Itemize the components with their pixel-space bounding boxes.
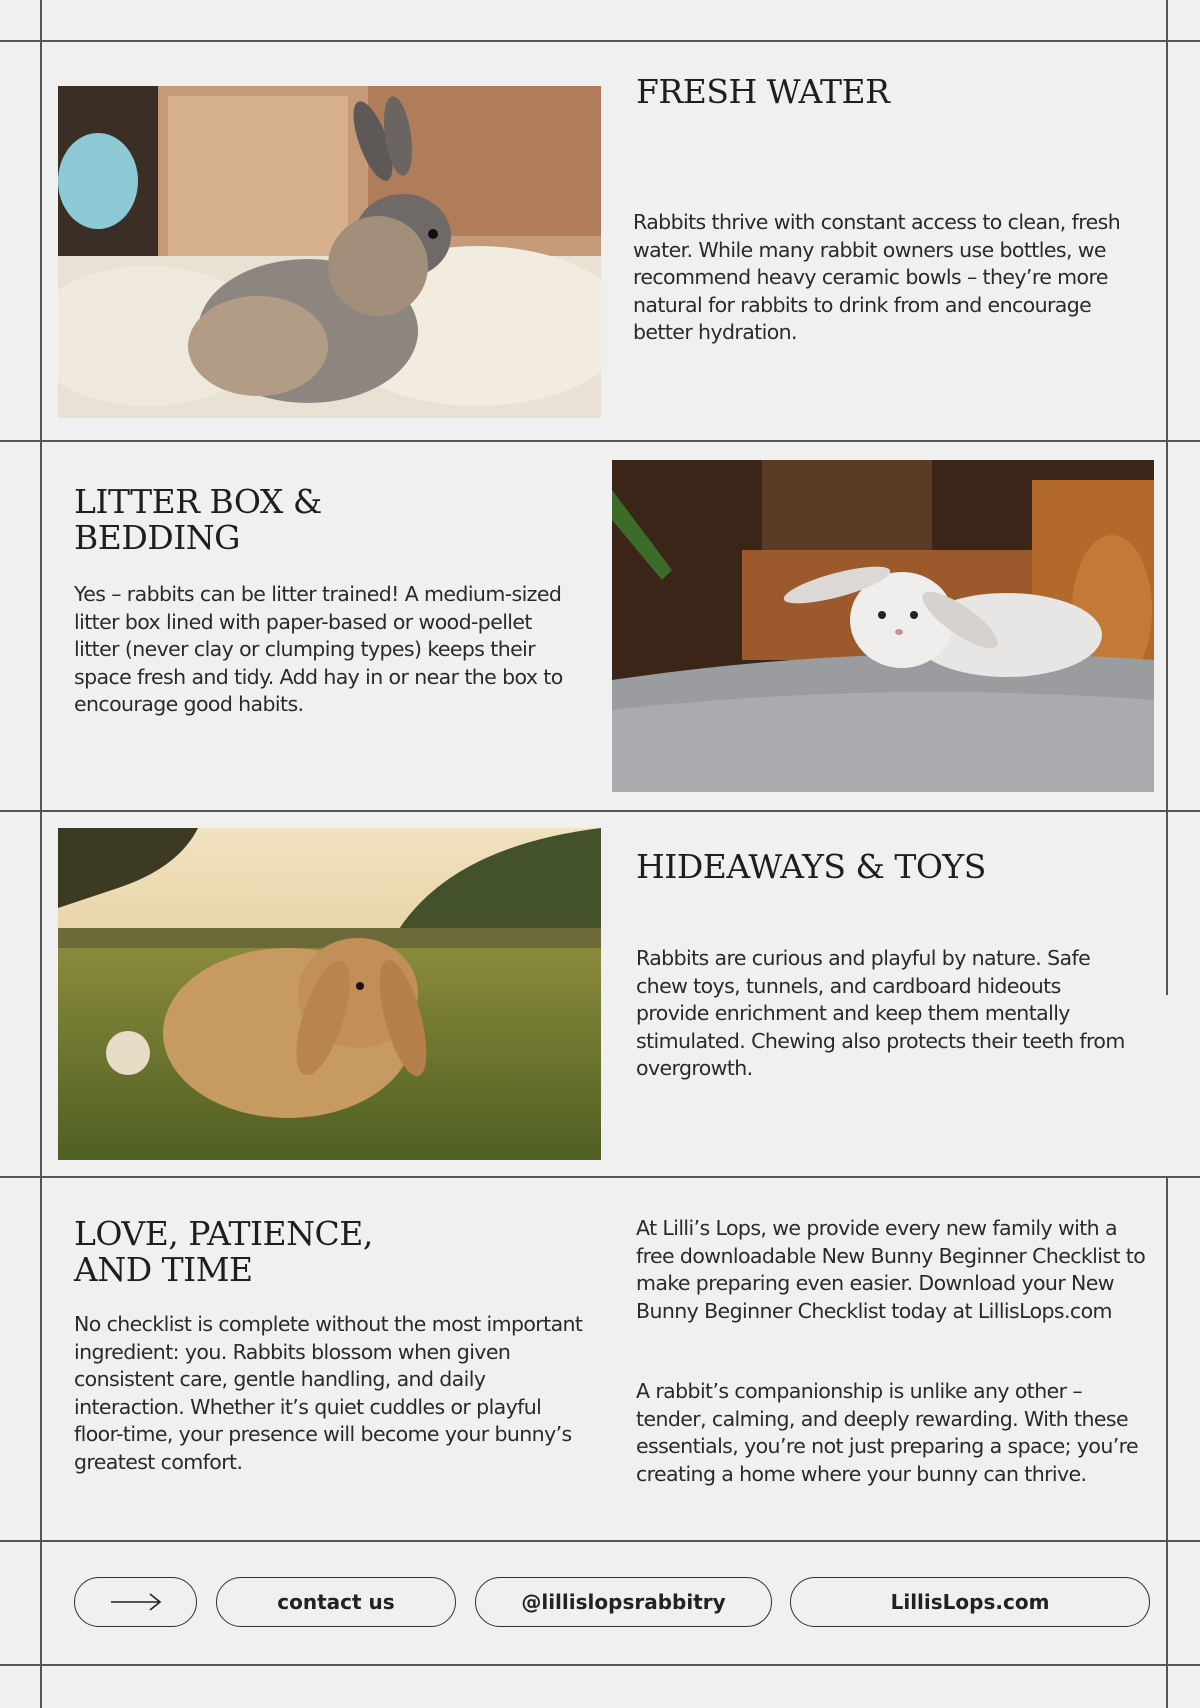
section-body-hideaways: Rabbits are curious and playful by nature. Safe chew toys, tunnels, and cardboard hideouts provide enrichment and keep them mentally stimulated. Chewing also protects their teeth from overgrowth. — [636, 946, 1125, 1080]
white-bunny-on-cushion-photo — [612, 460, 1154, 792]
divider-line — [0, 40, 1200, 42]
closing-paragraph-checklist: At Lilli’s Lops, we provide every new family with a free downloadable New Bunny Beginner Checklist to make preparing even easier. Download your New Bunny Beginner Checklist today at LillisLops.com — [636, 1216, 1146, 1323]
section-body-litter-box: Yes – rabbits can be litter trained! A medium-sized litter box lined with paper-based or wood-pellet litter (never clay or clumping types) keeps their space fresh and tidy. Add hay in or near the box to encourage good habits. — [74, 582, 563, 716]
title-line: AND TIME — [74, 1250, 253, 1289]
divider-line — [0, 810, 1200, 812]
divider-line — [40, 0, 42, 1708]
section-title-litter-box — [74, 484, 322, 556]
title-line: LOVE, PATIENCE, — [74, 1214, 373, 1253]
section-body-love: No checklist is complete without the most important ingredient: you. Rabbits blossom when given consistent care, gentle handling, and daily interaction. Whether it’s quiet cuddles or playful floor-time, your presence will become your bunny’s greatest comfort. — [74, 1312, 583, 1474]
arrow-button[interactable] — [74, 1577, 197, 1627]
section-body-fresh-water: Rabbits thrive with constant access to clean, fresh water. While many rabbit owners use bottles, we recommend heavy ceramic bowls – they’re more natural for rabbits to drink from and encourage better hydration. — [633, 210, 1121, 344]
divider-line — [0, 1664, 1200, 1666]
divider-line — [1166, 0, 1168, 995]
section-title-hideaways: HIDEAWAYS & TOYS — [636, 847, 986, 886]
bunny-on-blanket-photo — [58, 86, 601, 418]
arrow-right-icon — [109, 1592, 163, 1612]
divider-line — [0, 1540, 1200, 1542]
divider-line — [0, 440, 1200, 442]
instagram-handle-button[interactable]: @lillislopsrabbitry — [475, 1577, 772, 1627]
contact-us-button[interactable]: contact us — [216, 1577, 456, 1627]
divider-line — [0, 1176, 1200, 1178]
closing-paragraph-companionship: A rabbit’s companionship is unlike any other – tender, calming, and deeply rewarding. With these essentials, you’re not just preparing a space; you’re creating a home where your bunny can thrive. — [636, 1379, 1139, 1486]
section-title-fresh-water: FRESH WATER — [636, 72, 890, 111]
divider-line — [1166, 1176, 1168, 1708]
title-line: LITTER BOX & — [74, 482, 322, 521]
title-line: BEDDING — [74, 518, 241, 557]
rabbit-in-grass-photo — [58, 828, 601, 1160]
section-title-love — [74, 1216, 373, 1288]
website-link-button[interactable]: LillisLops.com — [790, 1577, 1150, 1627]
